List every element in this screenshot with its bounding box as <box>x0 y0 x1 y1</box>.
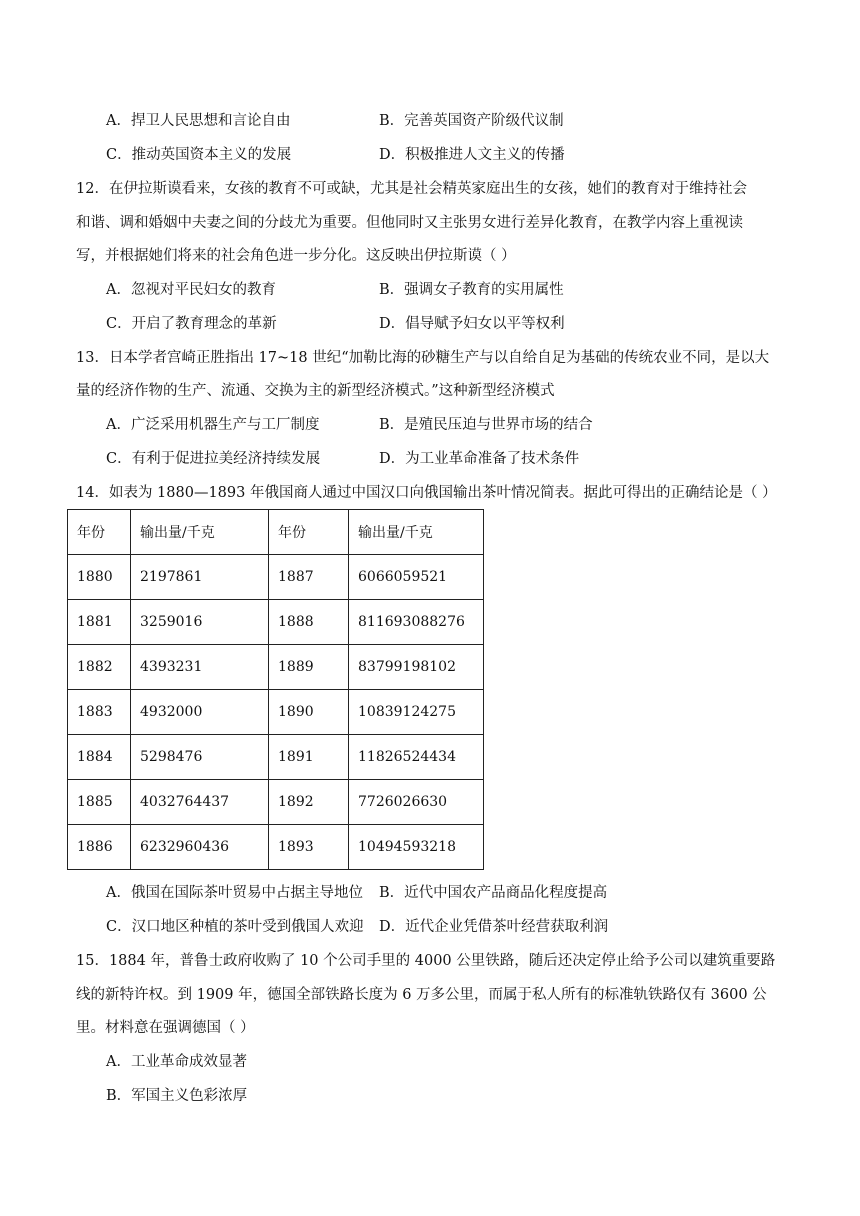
table-header-cell: 输出量/千克 <box>131 510 269 555</box>
q14-option-d[interactable]: D．近代企业凭借茶叶经营获取利润 <box>379 919 609 935</box>
q13-option-c[interactable]: C．有利于促进拉美经济持续发展 <box>106 451 321 467</box>
q15-option-a[interactable]: A．工业革命成效显著 <box>106 1054 247 1070</box>
table-cell: 4032764437 <box>131 780 269 825</box>
table-cell: 3259016 <box>131 600 269 645</box>
q15-stem-line-2: 线的新特许权。到 1909 年，德国全部铁路长度为 6 万多公里，而属于私人所有的标准轨铁路仅有 3600 公 <box>76 987 767 1003</box>
table-cell: 1886 <box>68 825 131 870</box>
q13-stem-line-1: 13．日本学者宫崎正胜指出 17~18 世纪“加勒比海的砂糖生产与以自给自足为基础的传统农业不同，是以大 <box>76 350 770 366</box>
table-header-cell: 年份 <box>269 510 349 555</box>
table-cell: 10839124275 <box>349 690 484 735</box>
table-cell: 1884 <box>68 735 131 780</box>
q12-stem-line-1: 12．在伊拉斯谟看来，女孩的教育不可或缺，尤其是社会精英家庭出生的女孩，她们的教育对于维持社会 <box>76 181 747 197</box>
table-row <box>68 555 484 600</box>
table-cell: 1883 <box>68 690 131 735</box>
table-cell: 1893 <box>269 825 349 870</box>
q14-option-a[interactable]: A．俄国在国际茶叶贸易中占据主导地位 <box>106 885 363 901</box>
table-cell: 11826524434 <box>349 735 484 780</box>
table-cell: 1890 <box>269 690 349 735</box>
table-cell: 83799198102 <box>349 645 484 690</box>
table-cell: 1888 <box>269 600 349 645</box>
q11-option-b[interactable]: B．完善英国资产阶级代议制 <box>379 113 564 129</box>
q14-stem: 14．如表为 1880—1893 年俄国商人通过中国汉口向俄国输出茶叶情况简表。据此可得出的正确结论是（ ） <box>76 485 777 501</box>
q11-option-c[interactable]: C．推动英国资本主义的发展 <box>106 147 292 163</box>
q12-stem-line-2: 和谐、调和婚姻中夫妻之间的分歧尤为重要。但他同时又主张男女进行差异化教育，在教学内容上重视读 <box>76 215 743 231</box>
table-cell: 1892 <box>269 780 349 825</box>
q12-option-b[interactable]: B．强调女子教育的实用属性 <box>379 282 564 298</box>
table-cell: 7726026630 <box>349 780 484 825</box>
table-cell: 1887 <box>269 555 349 600</box>
q14-option-b[interactable]: B．近代中国农产品商品化程度提高 <box>379 885 608 901</box>
q13-option-d[interactable]: D．为工业革命准备了技术条件 <box>379 451 580 467</box>
table-cell: 1881 <box>68 600 131 645</box>
q12-stem-line-3: 写，并根据她们将来的社会角色进一步分化。这反映出伊拉斯谟（ ） <box>76 248 516 264</box>
q13-option-a[interactable]: A．广泛采用机器生产与工厂制度 <box>106 417 320 433</box>
table-cell: 4932000 <box>131 690 269 735</box>
table-row <box>68 600 484 645</box>
table-row <box>68 645 484 690</box>
q13-stem-line-2: 量的经济作物的生产、流通、交换为主的新型经济模式。”这种新型经济模式 <box>76 383 555 399</box>
table-header-cell: 年份 <box>68 510 131 555</box>
table-cell: 5298476 <box>131 735 269 780</box>
table-cell: 6232960436 <box>131 825 269 870</box>
table-row <box>68 690 484 735</box>
q12-option-a[interactable]: A．忽视对平民妇女的教育 <box>106 282 276 298</box>
q15-stem-line-1: 15．1884 年，普鲁士政府收购了 10 个公司手里的 4000 公里铁路，随后还决定停止给予公司以建筑重要路 <box>76 953 776 969</box>
table-cell: 10494593218 <box>349 825 484 870</box>
q15-stem-line-3: 里。材料意在强调德国（ ） <box>76 1020 255 1036</box>
table-cell: 811693088276 <box>349 600 484 645</box>
table-cell: 6066059521 <box>349 555 484 600</box>
q14-option-c[interactable]: C．汉口地区种植的茶叶受到俄国人欢迎 <box>106 919 364 935</box>
table-cell: 4393231 <box>131 645 269 690</box>
table-cell: 1880 <box>68 555 131 600</box>
table-header-cell: 输出量/千克 <box>349 510 484 555</box>
table-cell: 1891 <box>269 735 349 780</box>
q12-option-d[interactable]: D．倡导赋予妇女以平等权利 <box>379 316 565 332</box>
table-row <box>68 780 484 825</box>
table-cell: 1882 <box>68 645 131 690</box>
table-cell: 1889 <box>269 645 349 690</box>
table-cell: 2197861 <box>131 555 269 600</box>
q13-option-b[interactable]: B．是殖民压迫与世界市场的结合 <box>379 417 593 433</box>
table-row <box>68 825 484 870</box>
q12-option-c[interactable]: C．开启了教育理念的革新 <box>106 316 277 332</box>
tea-export-table <box>67 509 484 870</box>
q11-option-d[interactable]: D．积极推进人文主义的传播 <box>379 147 565 163</box>
q15-option-b[interactable]: B．军国主义色彩浓厚 <box>106 1088 248 1104</box>
q11-option-a[interactable]: A．捍卫人民思想和言论自由 <box>106 113 291 129</box>
table-cell: 1885 <box>68 780 131 825</box>
table-header-row <box>68 510 484 555</box>
table-row <box>68 735 484 780</box>
